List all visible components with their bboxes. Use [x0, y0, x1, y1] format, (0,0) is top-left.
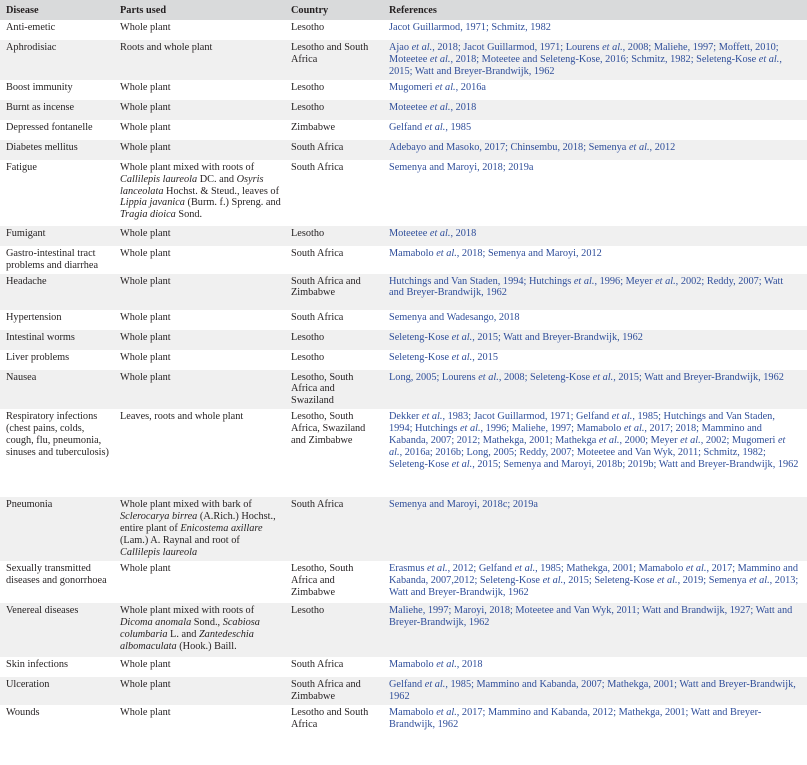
table-row [0, 657, 807, 677]
parts-used-cell: Whole plant [120, 22, 171, 33]
table-row [0, 100, 807, 120]
disease-cell: Wounds [6, 707, 40, 719]
header-parts-used: Parts used [120, 4, 167, 16]
header-references: References [389, 4, 437, 16]
disease-cell: Depressed fontanelle [6, 121, 93, 133]
disease-cell: Sexually transmitted diseases and gonorrhoea [6, 563, 107, 587]
parts-used-cell: Whole plant [120, 563, 171, 575]
header-country: Country [291, 4, 329, 16]
country-cell: South Africa and Zimbabwe [291, 275, 361, 299]
parts-used-cell: Whole plant [120, 371, 171, 383]
country-cell: Lesotho, South Africa, Swaziland and Zimbabwe [291, 411, 366, 447]
country-cell: Lesotho [291, 22, 325, 33]
references-cell: Moteetee et al., 2018 [389, 227, 477, 239]
references-cell: Maliehe, 1997; Maroyi, 2018; Moteetee and Van Wyk, 2011; Watt and Brandwijk, 1927; Watt and Breyer-Brandwijk, 1962 [389, 605, 793, 629]
country-cell: Zimbabwe [291, 121, 336, 133]
table-row [0, 140, 807, 160]
disease-cell: Venereal diseases [6, 605, 79, 617]
country-cell: South Africa [291, 161, 344, 173]
parts-used-cell: Whole plant mixed with roots of Dicoma anomala Sond., Scabiosa columbaria L. and Zantedeschia albomaculata (Hook.) Baill. [120, 605, 260, 652]
parts-used-cell: Whole plant [120, 659, 171, 671]
references-cell: Semenya and Maroyi, 2018; 2019a [389, 161, 534, 173]
table-body [0, 20, 807, 743]
parts-used-cell: Whole plant [120, 275, 171, 287]
parts-used-cell: Roots and whole plant [120, 42, 213, 53]
references-cell: Mugomeri et al., 2016a [389, 81, 486, 93]
country-cell: South Africa [291, 247, 344, 259]
references-cell: Jacot Guillarmod, 1971; Schmitz, 1982 [389, 22, 551, 33]
country-cell: South Africa [291, 499, 344, 511]
disease-cell: Nausea [6, 371, 37, 383]
country-cell: Lesotho [291, 351, 325, 363]
parts-used-cell: Whole plant [120, 331, 171, 343]
country-cell: Lesotho and South Africa [291, 42, 369, 65]
references-cell: Seleteng-Kose et al., 2015 [389, 351, 498, 363]
references-cell: Hutchings and Van Staden, 1994; Hutchings et al., 1996; Meyer et al., 2002; Reddy, 2007; Watt and Breyer-Brandwijk, 1962 [389, 275, 784, 299]
country-cell: South Africa [291, 311, 344, 323]
table-row [0, 120, 807, 140]
parts-used-cell: Whole plant [120, 679, 171, 691]
header-disease: Disease [6, 4, 39, 16]
references-cell: Dekker et al., 1983; Jacot Guillarmod, 1971; Gelfand et al., 1985; Hutchings and Van Staden, 1994; Hutchings et al., 1996; Maliehe, 1997; Mamabolo et al., 2017; 2018; Mammino and Kabanda, 2007; 2012; Mathekga, 2001; Mathekga et al., 2000; Meyer et al., 2002; Mugomeri et al., 2016a; 2016b; Long, 2005; Reddy, 2007; Moteetee and Van Wyk, 2011; Schmitz, 1982; Seleteng-Kose et al., 2015; Semenya and Maroyi, 2018b; 2019b; Watt and Breyer-Brandwijk, 1962 [389, 411, 799, 470]
table-row [0, 350, 807, 370]
country-cell: Lesotho [291, 227, 325, 239]
disease-cell: Respiratory infections (chest pains, colds, cough, flu, pneumonia, sinuses and tuberculosis) [6, 411, 109, 458]
table-row [0, 603, 807, 657]
parts-used-cell: Whole plant [120, 311, 171, 323]
parts-used-cell: Whole plant mixed with bark of Sclerocarya birrea (A.Rich.) Hochst., entire plant of Enicostema axillare (Lam.) A. Raynal and root of Callilepis laureola [120, 499, 276, 558]
table-row [0, 20, 807, 40]
table-row [0, 370, 807, 410]
table-header-row [0, 0, 807, 20]
country-cell: South Africa and Zimbabwe [291, 679, 361, 703]
table-row [0, 409, 807, 497]
disease-cell: Fatigue [6, 161, 37, 173]
references-cell: Semenya and Wadesango, 2018 [389, 311, 520, 323]
table-row [0, 274, 807, 310]
table-row [0, 160, 807, 226]
references-cell: Seleteng-Kose et al., 2015; Watt and Breyer-Brandwijk, 1962 [389, 331, 643, 343]
disease-cell: Fumigant [6, 227, 46, 239]
references-cell: Ajao et al., 2018; Jacot Guillarmod, 1971; Lourens et al., 2008; Maliehe, 1997; Moffett, 2010; Moteetee et al., 2018; Moteetee and Seleteng-Kose, 2016; Schmitz, 1982; Seleteng-Kose et al., 2015; Watt and Breyer-Brandwijk, 1962 [389, 42, 782, 77]
references-cell: Mamabolo et al., 2018 [389, 659, 483, 671]
country-cell: Lesotho and South Africa [291, 707, 369, 730]
table-row [0, 310, 807, 330]
references-cell: Adebayo and Masoko, 2017; Chinsembu, 2018; Semenya et al., 2012 [389, 141, 676, 153]
table-row [0, 561, 807, 603]
references-cell: Long, 2005; Lourens et al., 2008; Seleteng-Kose et al., 2015; Watt and Breyer-Brandwijk, 1962 [389, 371, 784, 383]
references-cell: Mamabolo et al., 2018; Semenya and Maroyi, 2012 [389, 247, 602, 259]
disease-cell: Pneumonia [6, 499, 53, 511]
disease-cell: Hypertension [6, 311, 62, 323]
disease-cell: Aphrodisiac [6, 42, 57, 53]
disease-cell: Liver problems [6, 351, 70, 363]
country-cell: Lesotho, South Africa and Zimbabwe [291, 563, 354, 599]
table-row [0, 497, 807, 561]
table-row [0, 705, 807, 743]
country-cell: Lesotho [291, 101, 325, 113]
parts-used-cell: Whole plant [120, 707, 171, 719]
parts-used-cell: Whole plant [120, 121, 171, 133]
parts-used-cell: Whole plant [120, 351, 171, 363]
parts-used-cell: Whole plant [120, 101, 171, 113]
parts-used-cell: Whole plant [120, 81, 171, 93]
references-cell: Mamabolo et al., 2017; Mammino and Kabanda, 2012; Mathekga, 2001; Watt and Breyer-Brandwijk, 1962 [389, 707, 762, 730]
table-row [0, 677, 807, 705]
references-cell: Gelfand et al., 1985 [389, 121, 472, 133]
table-row [0, 330, 807, 350]
country-cell: Lesotho [291, 81, 325, 93]
country-cell: South Africa [291, 659, 344, 671]
disease-cell: Skin infections [6, 659, 69, 671]
parts-used-cell: Whole plant [120, 227, 171, 239]
disease-cell: Diabetes mellitus [6, 141, 78, 153]
disease-cell: Gastro-intestinal tract problems and diarrhea [6, 247, 99, 271]
country-cell: South Africa [291, 141, 344, 153]
parts-used-cell: Whole plant [120, 247, 171, 259]
references-cell: Semenya and Maroyi, 2018c; 2019a [389, 499, 538, 511]
disease-cell: Ulceration [6, 679, 50, 691]
country-cell: Lesotho [291, 605, 325, 617]
table-row [0, 40, 807, 80]
disease-cell: Burnt as incense [6, 101, 75, 113]
references-cell: Erasmus et al., 2012; Gelfand et al., 1985; Mathekga, 2001; Mamabolo et al., 2017; Mammino and Kabanda, 2007,2012; Seleteng-Kose et al., 2015; Seleteng-Kose et al., 2019; Semenya et al., 2013; Watt and Breyer-Brandwijk, 1962 [389, 563, 799, 599]
country-cell: Lesotho [291, 331, 325, 343]
references-cell: Gelfand et al., 1985; Mammino and Kabanda, 2007; Mathekga, 2001; Watt and Breyer-Brandwijk, 1962 [389, 679, 796, 703]
disease-cell: Anti-emetic [6, 22, 56, 33]
references-cell: Moteetee et al., 2018 [389, 101, 477, 113]
country-cell: Lesotho, South Africa and Swaziland [291, 371, 354, 407]
parts-used-cell: Leaves, roots and whole plant [120, 411, 244, 423]
table-row [0, 226, 807, 246]
disease-cell: Headache [6, 275, 47, 287]
table-row [0, 246, 807, 274]
parts-used-cell: Whole plant [120, 141, 171, 153]
disease-cell: Boost immunity [6, 81, 73, 93]
table-row [0, 80, 807, 100]
disease-cell: Intestinal worms [6, 331, 75, 343]
parts-used-cell: Whole plant mixed with roots of Callilepis laureola DC. and Osyris lanceolata Hochst. & Steud., leaves of Lippia javanica (Burm. f.) Spreng. and Tragia dioica Sond. [120, 161, 281, 221]
